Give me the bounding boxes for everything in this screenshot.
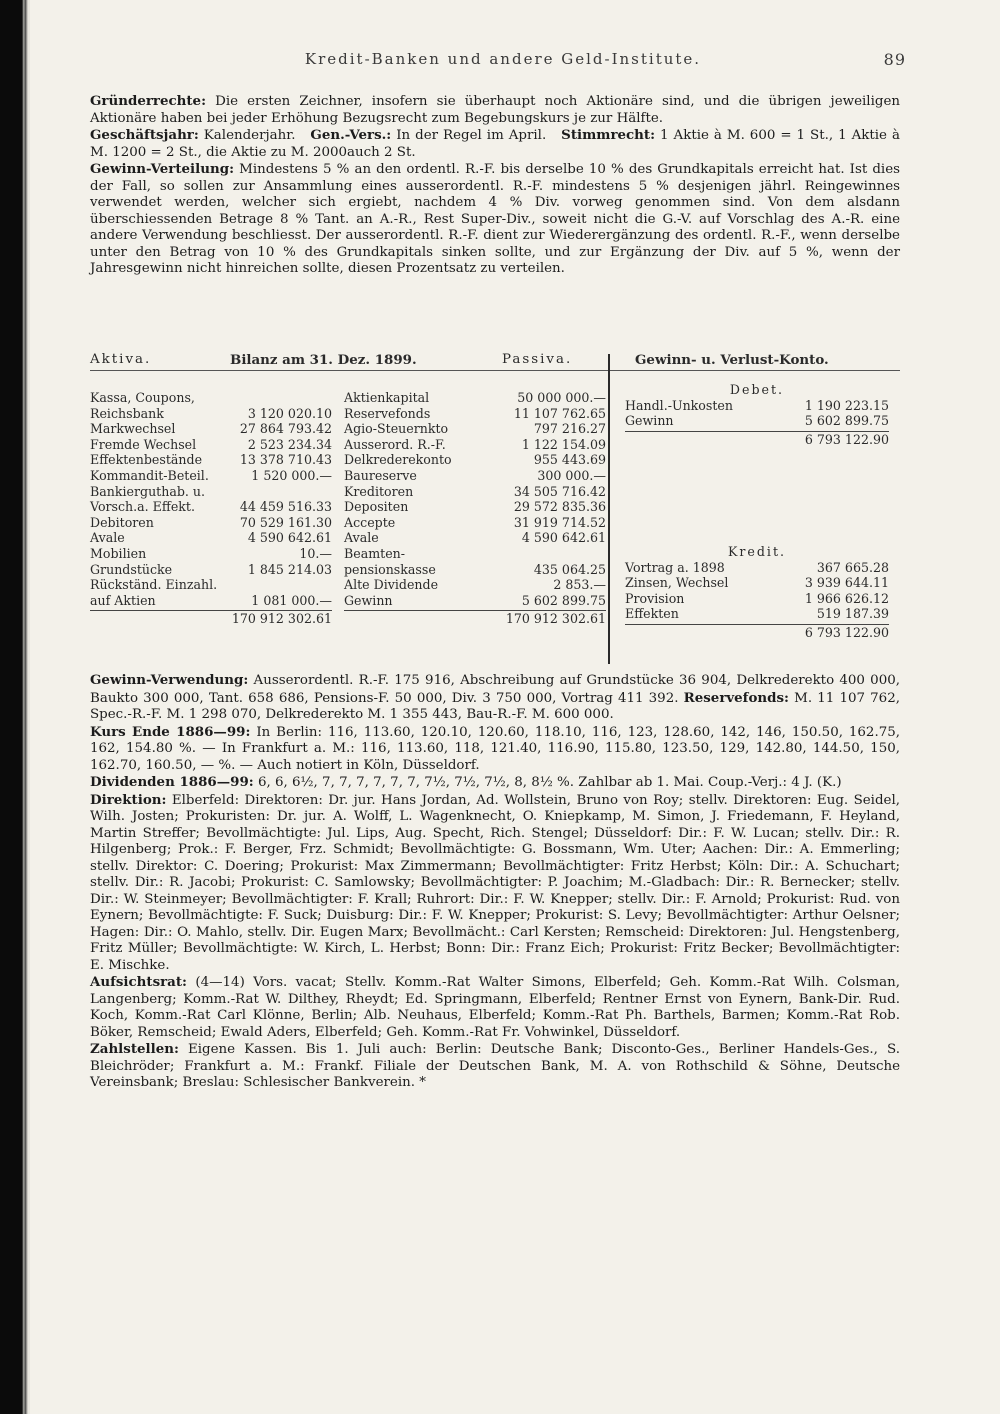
aktiva-row [90,593,332,609]
aktiva-heading: Aktiva. [90,352,152,367]
kredit-item-name: Vortrag a. 1898 [625,559,725,575]
gewinn-verteilung-text: Mindestens 5 % an den ordentl. R.-F. bis derselbe 10 % des Grundkapitals erreicht hat. Ist dies der Fall, so sollen zur Ansammlung eines ausserordentl. R.-F. mindestens 5 % desjenigen jährl. Reingewinnes verwendet werden, welcher sich ergiebt, nachdem 4 % Div. vorweg genommen sind. Von dem alsdann überschiessenden Betrage 8 % Tant. an A.-R., Rest Super-Div., soweit nicht die G.-V. auf Vorschlag des A.-R. eine andere Verwendung beschliesst. Der ausserordentl. R.-F. dient zur Wiederergänzung des ordentl. R.-F., wenn derselbe unter den Betrag von 10 % des Grundkapitals sinken sollte, und zur Ergänzung der Div. auf 5 %, wenn der Jahresgewinn nicht hinreichen sollte, diesen Prozentsatz zu verteilen. [90,162,900,276]
geschaeftsjahr-paragraph [90,127,900,161]
zahlstellen-text: Eigene Kassen. Bis 1. Juli auch: Berlin: Deutsche Bank; Disconto-Ges., Berliner Handels-Ges., S. Bleichröder; Frankfurt a. M.: Frankf. Filiale der Deutschen Bank, M. A. von Rothschild & Söhne, Deutsche Vereinsbank; Breslau: Schlesischer Bankverein. * [90,1042,900,1090]
passiva-item-name: Depositen [344,499,409,515]
passiva-item-value: 29 572 835.36 [513,499,606,515]
aktiva-item-name: Grundstücke [90,561,173,577]
passiva-row [344,390,606,406]
passiva-item-name: Baureserve [344,467,417,483]
dividenden-paragraph [90,774,900,792]
passiva-item-value: 435 064.25 [533,561,606,577]
aktiva-item-value: 44 459 516.33 [239,499,332,515]
passiva-item-name: Aktienkapital [344,390,430,405]
passiva-item-name: Beamten- [344,545,406,561]
debet-row [625,398,889,414]
kredit-item-value: 519 187.39 [816,606,889,622]
aktiva-row [90,437,332,453]
direktion-text: Elberfeld: Direktoren: Dr. jur. Hans Jordan, Ad. Wollstein, Bruno von Roy; stellv. Direktoren: Eug. Seidel, Wilh. Josten; Prokuristen: Dr. jur. A. Wolff, L. Wagenknecht, O. Kniepkamp, M. Simon, J. Friedemann, F. Heyland, Martin Streffer; Bevollmächtigte: Jul. Lips, Aug. Specht, Rich. Stengel; Düsseldorf: Dir.: F. W. Lucan; stellv. Dir.: R. Hilgenberg; Prok.: F. Berger, Frz. Schmidt; Bevollmächtigte: G. Bossmann, Wm. Uter; Aachen: Dir.: A. Emmerling; stellv. Direktor: C. Doering; Prokurist: Max Zimmermann; Bevollmächtigter: Fritz Herbst; Köln: Dir.: A. Schuchart; stellv. Dir.: R. Jacobi; Prokurist: C. Samlowsky; Bevollmächtigter: P. Joachim; M.-Gladbach: Dir.: R. Bernecker; stellv. Dir.: W. Steinmeyer; Bevollmächtigter: F. Krall; Ruhrort: Dir.: F. W. Knepper; stellv. Dir.: F. Arnold; Prokurist: Rud. von Eynern; Bevollmächtigte: F. Suck; Duisburg: Dir.: F. W. Knepper; Prokurist: S. Levy; Bevollmächtigter: Arthur Oelsner; Hagen: Dir.: O. Mahlo, stellv. Dir. Eugen Marx; Bevollmächt.: Carl Kersten; Remscheid: Direktoren: Jul. Hengstenberg, Fritz Müller; Bevollmächtigte: W. Kirch, L. Herbst; Bonn: Dir.: Franz Eich; Prokurist: Fritz Becker; Bevollmächtigter: E. Mischke. [90,792,900,973]
aktiva-table [90,390,332,627]
aktiva-item-value: 27 864 793.42 [239,421,332,437]
aktiva-item-name: Debitoren [90,514,154,530]
balance-title: Bilanz am 31. Dez. 1899. [230,352,417,368]
aktiva-row [90,468,332,484]
passiva-item-name: Accepte [344,514,396,530]
geschaeftsjahr-text: Kalenderjahr. [203,128,296,143]
direktion-label: Direktion: [90,791,167,808]
passiva-item-value: 955 443.69 [533,452,606,468]
aktiva-item-value: 170 912 302.61 [231,611,332,627]
kredit-item-value: 3 939 644.11 [804,575,889,591]
aktiva-item-value: 10.— [299,545,332,561]
debet-item-value: 1 190 223.15 [804,397,889,413]
aktiva-item-value: 1 520 000.— [251,467,332,483]
kredit-item-value: 6 793 122.90 [804,624,889,640]
aktiva-item-value: 1 081 000.— [251,592,332,608]
book-binding-edge [0,0,30,1414]
passiva-item-value: 2 853.— [553,577,606,593]
passiva-item-name: Gewinn [344,592,393,608]
kredit-row [625,624,889,641]
kredit-row [625,575,889,591]
aktiva-item-value: 13 378 710.43 [239,452,332,468]
gewinn-verwendung-text: Ausserordentl. R.-F. 175 916, Abschreibung auf Grundstücke 36 904, Delkrederekto 400 000, Baukto 300 000, Tant. 658 686, Pensions-F. 50 000, Div. 3 750 000, Vortrag 411 392. [90,673,901,706]
aktiva-item-value: 4 590 642.61 [247,530,332,546]
aktiva-item-name: Kassa, Coupons, [90,390,195,405]
passiva-row [344,484,606,500]
zahlstellen-label: Zahlstellen: [90,1041,179,1057]
aktiva-item-name: Kommandit-Beteil. [90,467,209,483]
passiva-row [344,530,606,546]
details-section [90,672,900,1092]
passiva-item-value: 797 216.27 [533,421,606,437]
passiva-item-name: pensionskasse [344,561,436,577]
aktiva-row [90,452,332,468]
kurs-paragraph [90,724,900,775]
passiva-item-name: Alte Dividende [344,577,439,593]
kredit-block [625,544,889,641]
stimmrecht-label: Stimmrecht: [561,127,656,143]
passiva-item-value: 1 122 154.09 [521,436,606,452]
gewinn-verteilung-label: Gewinn-Verteilung: [90,161,235,177]
debet-table [625,398,889,448]
passiva-item-name: Delkrederekonto [344,452,452,468]
aktiva-item-name: Markwechsel [90,421,176,437]
debet-row [625,431,889,448]
passiva-row [344,421,606,437]
debet-item-name: Gewinn [625,413,674,429]
passiva-row [344,437,606,453]
aktiva-item-value: 1 845 214.03 [247,561,332,577]
aktiva-row [90,546,332,562]
aktiva-item-name: Avale [90,530,125,546]
aktiva-item-name: Vorsch.a. Effekt. [90,499,195,515]
debet-item-value: 5 602 899.75 [804,413,889,429]
gewinn-verteilung-paragraph [90,161,900,278]
passiva-item-value: 34 505 716.42 [513,483,606,499]
reservefonds-text: M. 11 107 762, Spec.-R.-F. M. 1 298 070, Delkrederekto M. 1 355 443, Bau-R.-F. M. 600 000. [90,690,900,722]
aktiva-item-name: Rückständ. Einzahl. [90,577,218,593]
aktiva-row [90,390,332,406]
gewinn-verwendung-label: Gewinn-Verwendung: [90,672,249,688]
passiva-row [344,577,606,593]
gruenderrechte-label: Gründerrechte: [90,93,207,109]
aktiva-item-name: auf Aktien [90,592,156,608]
running-header [108,50,906,74]
debet-item-value: 6 793 122.90 [804,431,889,447]
passiva-row [344,546,606,562]
kurs-label: Kurs Ende 1886—99: [90,723,251,740]
aufsichtsrat-text: (4—14) Vors. vacat; Stellv. Komm.-Rat Walter Simons, Elberfeld; Geh. Komm.-Rat Wilh. Colsman, Langenberg; Komm.-Rat W. Dilthey, Rheydt; Ed. Springmann, Elberfeld; Rentner Ernst von Eynern, Bank-Dir. Rud. Koch, Komm.-Rat Carl Klönne, Berlin; Alb. Neuhaus, Elberfeld; Komm.-Rat Ph. Barthels, Barmen; Komm.-Rat Rob. Böker, Remscheid; Ewald Aders, Elberfeld; Geh. Komm.-Rat Fr. Vohwinkel, Düsseldorf. [90,975,900,1040]
passiva-item-name: Avale [344,530,379,546]
balance-divider [608,354,610,664]
genvers-label: Gen.-Vers.: [310,127,392,143]
gruenderrechte-text: Die ersten Zeichner, insofern sie überhaupt noch Aktionäre sind, und die übrigen jeweiligen Aktionäre haben bei jeder Erhöhung Bezugsrecht zum Begebungskurs je zur Hälfte. [90,94,900,126]
zahlstellen-paragraph [90,1041,900,1092]
passiva-item-value: 50 000 000.— [517,390,606,405]
aktiva-row [90,421,332,437]
aufsichtsrat-label: Aufsichtsrat: [90,974,187,990]
kredit-item-name: Provision [625,590,685,606]
kredit-row [625,560,889,576]
aktiva-item-name: Mobilien [90,545,147,561]
passiva-table [344,390,606,627]
passiva-row [344,406,606,422]
direktion-paragraph [90,792,900,975]
aktiva-row [90,406,332,422]
passiva-item-value: 31 919 714.52 [513,514,606,530]
page-number: 89 [883,50,906,69]
passiva-row [344,468,606,484]
passiva-row [344,515,606,531]
aktiva-row [90,577,332,593]
aktiva-row [90,610,332,627]
debet-block [625,382,889,447]
passiva-item-name: Agio-Steuernkto [344,421,449,437]
stimmrecht-text: 1 Aktie à M. 600 = 1 St., 1 Aktie à M. 1200 = 2 St., die Aktie zu M. 2000auch 2 St. [90,128,900,160]
passiva-item-value: 170 912 302.61 [505,611,606,627]
aktiva-row [90,530,332,546]
passiva-item-name: Ausserord. R.-F. [344,436,446,452]
passiva-item-name: Reservefonds [344,405,431,421]
aktiva-item-name: Fremde Wechsel [90,436,197,452]
kredit-item-value: 1 966 626.12 [804,590,889,606]
aktiva-row [90,562,332,578]
aktiva-row [90,515,332,531]
aufsichtsrat-paragraph [90,974,900,1041]
kredit-row [625,606,889,622]
aktiva-item-name: Bankierguthab. u. [90,483,206,499]
kredit-row [625,591,889,607]
dividenden-text: 6, 6, 6½, 7, 7, 7, 7, 7, 7, 7½, 7½, 7½, 8, 8½ %. Zahlbar ab 1. Mai. Coup.-Verj.: 4 J. (K.) [257,775,842,790]
aktiva-item-value: 70 529 161.30 [239,514,332,530]
geschaeftsjahr-label: Geschäftsjahr: [90,127,199,143]
aktiva-row [90,499,332,515]
debet-heading: Debet. [729,382,785,397]
debet-row [625,413,889,429]
passiva-item-value: 4 590 642.61 [521,530,606,546]
balance-rule [90,370,900,371]
aktiva-item-name: Reichsbank [90,405,164,421]
passiva-row [344,593,606,609]
passiva-item-name: Kreditoren [344,483,414,499]
debet-item-name: Handl.-Unkosten [625,397,733,413]
kurs-text: In Berlin: 116, 113.60, 120.10, 120.60, 118.10, 116, 123, 128.60, 142, 146, 150.50, 162.75, 162, 154.80 %. — In Frankfurt a. M.: 116, 113.60, 118, 121.40, 116.90, 115.80, 123.50, 129, 142.80, 144.50, 150, 162.70, 160.50, — %. — Auch notiert in Köln, Düsseldorf. [90,724,901,773]
passiva-row [344,452,606,468]
gv-heading: Gewinn- u. Verlust-Konto. [635,352,829,368]
kredit-heading: Kredit. [727,544,787,559]
kredit-item-value: 367 665.28 [816,559,889,575]
aktiva-item-value: 2 523 234.34 [247,436,332,452]
running-title: Kredit-Banken und andere Geld-Institute. [304,50,702,68]
dividenden-label: Dividenden 1886—99: [90,774,254,790]
balance-sheet [90,352,900,667]
kredit-table [625,560,889,641]
gewinn-verwendung-paragraph [90,672,900,724]
passiva-item-value: 11 107 762.65 [513,405,606,421]
aktiva-item-value: 3 120 020.10 [247,405,332,421]
passiva-row [344,562,606,578]
kredit-item-name: Effekten [625,606,679,622]
passiva-row [344,610,606,627]
gruenderrechte-paragraph [90,93,900,127]
reservefonds-label: Reservefonds: [683,689,789,706]
aktiva-row [90,484,332,500]
passiva-row [344,499,606,515]
passiva-heading: Passiva. [502,352,573,367]
aktiva-item-name: Effektenbestände [90,452,203,468]
intro-section [90,93,900,278]
passiva-item-value: 5 602 899.75 [521,592,606,608]
passiva-item-value: 300 000.— [537,467,606,483]
kredit-item-name: Zinsen, Wechsel [625,575,729,591]
genvers-text: In der Regel im April. [396,128,547,143]
